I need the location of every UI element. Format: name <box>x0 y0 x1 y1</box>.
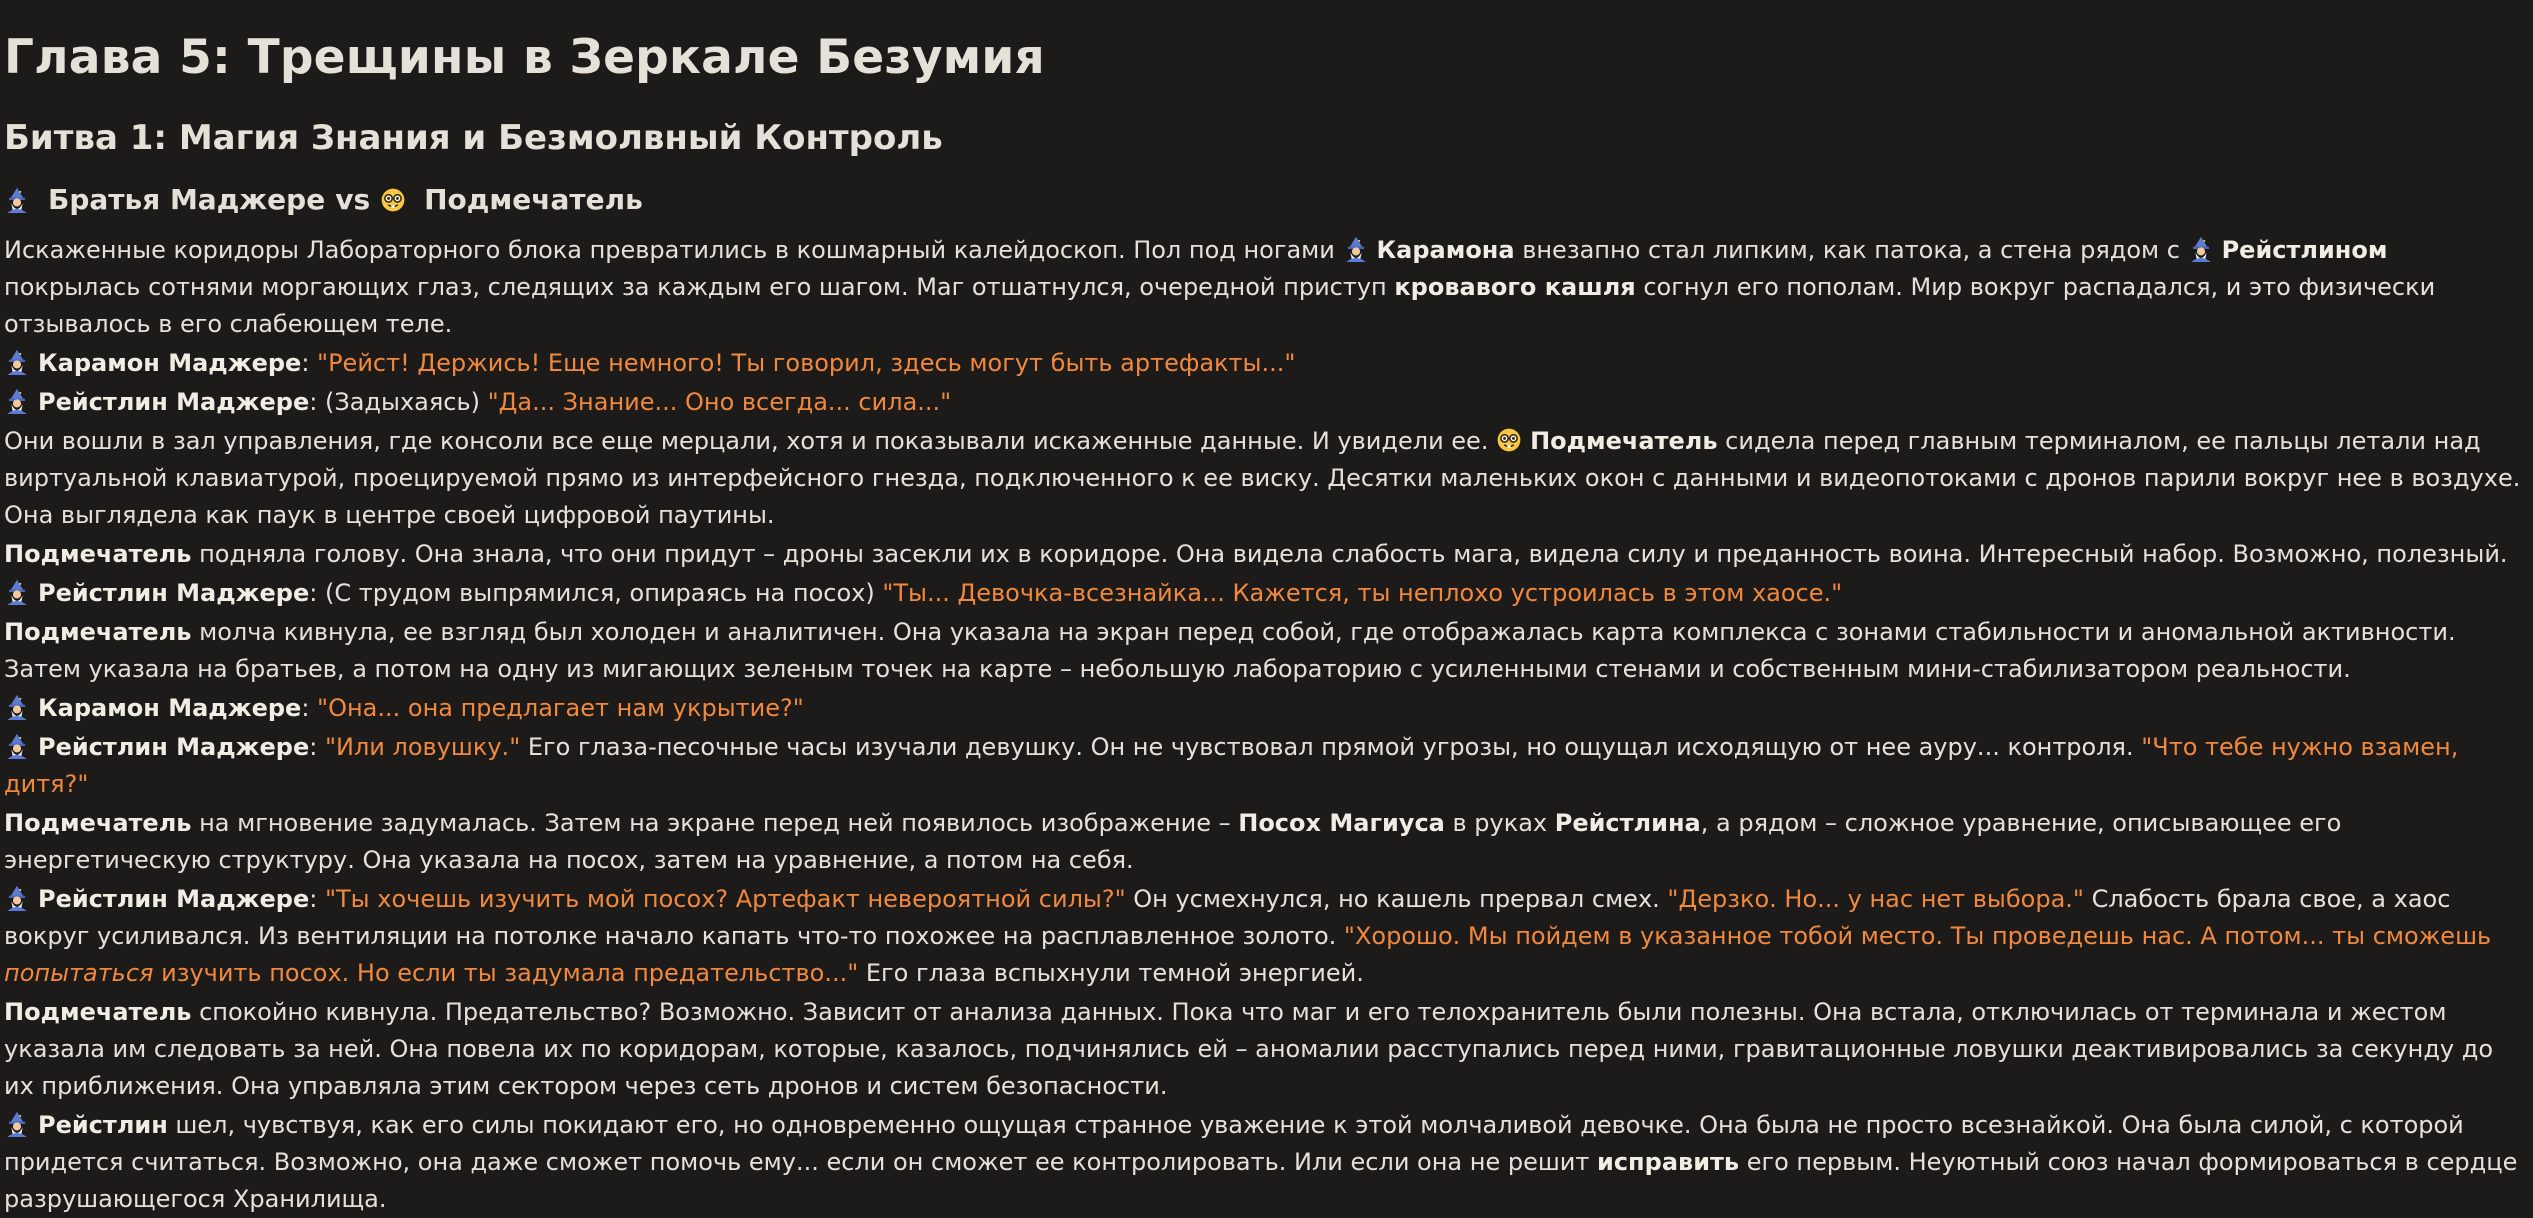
text: согнул его пополам. Мир вокруг распадался, и это физически отзывалось в его слабеющем теле. <box>4 273 2436 338</box>
text: Они вошли в зал управления, где консоли все еще мерцали, хотя и показывали искаженные данные. И увидели ее. <box>4 427 1497 455</box>
name-raistlin: Рейстлин <box>38 1111 168 1139</box>
stage-note: (С трудом выпрямился, опираясь на посох) <box>317 579 883 607</box>
paragraph-5 <box>4 536 2523 573</box>
nerd-face-icon <box>1496 427 1522 453</box>
chapter-title: Глава 5: Трещины в Зеркале Безумия <box>4 30 1045 85</box>
name-raistlin: Рейстлина <box>1554 809 1701 837</box>
text: сидела перед главным терминалом, ее пальцы летали над виртуальной клавиатурой, проецируемой прямо из интерфейсного гнезда, подключенного к ее виску. Десятки маленьких окон с данными и видеопотоками с дронов парили вокруг нее в воздухе. Она выглядела как паук в центре своей цифровой паутины. <box>4 427 2521 529</box>
mage-icon <box>1343 236 1369 262</box>
matchup-right: Подмечатель <box>424 183 643 216</box>
dialogue-line-2 <box>4 345 2523 382</box>
quote: изучить посох. Но если ты задумала предательство..." <box>153 959 859 987</box>
stage-note: (Задыхаясь) <box>317 388 488 416</box>
text: его первым. Неуютный союз начал формироваться в сердце разрушающегося Хранилища. <box>4 1148 2518 1213</box>
text: подняла голову. Она знала, что они придут – дроны засекли их в коридоре. Она видела слабость мага, видела силу и преданность воина. Интересный набор. Возможно, полезный. <box>191 540 2508 568</box>
text: Его глаза-песочные часы изучали девушку. Он не чувствовал прямой угрозы, но ощущал исходящую от нее ауру... контроля. <box>520 733 2142 761</box>
text: шел, чувствуя, как его силы покидают его, но одновременно ощущая странное уважение к этой молчаливой девочке. Она была не просто всезнайкой. Она была силой, с которой придется считаться. Возможно, она даже сможет помочь ему... если он сможет ее контролировать. Или если она не решит <box>4 1111 2464 1176</box>
paragraph-1 <box>4 232 2523 343</box>
mage-icon <box>4 733 30 759</box>
text: , а рядом – сложное уравнение, описывающее его энергетическую структуру. Она указала на посох, затем на уравнение, а потом на себя. <box>4 809 2342 874</box>
mage-icon <box>4 388 30 414</box>
dialogue-line-11 <box>4 881 2523 992</box>
name-podmechatel: Подмечатель <box>4 618 192 646</box>
name-podmechatel: Подмечатель <box>4 809 192 837</box>
colon: : <box>309 733 318 761</box>
quote: "Хорошо. Мы пойдем в указанное тобой место. Ты проведешь нас. А потом... ты сможешь <box>1343 922 2492 950</box>
paragraph-7 <box>4 614 2523 688</box>
text: Слабость брала свое, а хаос вокруг усиливался. Из вентиляции на потолке начало капать что-то похожее на расплавленное золото. <box>4 885 2451 950</box>
matchup-heading <box>4 180 2523 220</box>
paragraph-10 <box>4 805 2523 879</box>
matchup-left: Братья Маджере <box>48 183 326 216</box>
colon: : <box>301 349 310 377</box>
mage-icon <box>4 694 30 720</box>
speaker-name: Карамон Маджере <box>38 349 302 377</box>
text: в руках <box>1444 809 1555 837</box>
quote: "Да... Знание... Оно всегда... сила..." <box>487 388 952 416</box>
speaker-name: Рейстлин Маджере <box>38 885 310 913</box>
text: покрылась сотнями моргающих глаз, следящих за каждым его шагом. Маг отшатнулся, очередной приступ <box>4 273 1395 301</box>
name-podmechatel: Подмечатель <box>1530 427 1718 455</box>
quote-emphasis: попытаться <box>4 959 154 987</box>
name-podmechatel: Подмечатель <box>4 998 192 1026</box>
nerd-face-icon <box>380 187 406 213</box>
quote: "Рейст! Держись! Еще немного! Ты говорил, здесь могут быть артефакты..." <box>317 349 1296 377</box>
dialogue-line-9 <box>4 729 2523 803</box>
quote: "Или ловушку." <box>324 733 521 761</box>
bold-phrase: Посох Магиуса <box>1238 809 1445 837</box>
text: спокойно кивнула. Предательство? Возможно. Зависит от анализа данных. Пока что маг и его телохранитель были полезны. Она встала, отключилась от терминала и жестом указала им следовать за ней. Она повела их по коридорам, которые, казалось, подчинялись ей – аномалии расступались перед ними, гравитационные ловушки деактивировались за секунду до их приближения. Она управляла этим сектором через сеть дронов и систем безопасности. <box>4 998 2494 1100</box>
speaker-name: Рейстлин Маджере <box>38 388 310 416</box>
colon: : <box>309 885 318 913</box>
quote: "Дерзко. Но... у нас нет выбора." <box>1667 885 2084 913</box>
bold-phrase: кровавого кашля <box>1394 273 1636 301</box>
mage-icon <box>2188 236 2214 262</box>
colon: : <box>301 694 310 722</box>
quote: "Что тебе нужно взамен, дитя?" <box>4 733 2459 798</box>
name-podmechatel: Подмечатель <box>4 540 192 568</box>
name-raistlin: Рейстлином <box>2221 236 2388 264</box>
matchup-vs: vs <box>335 183 371 216</box>
paragraph-12 <box>4 994 2523 1105</box>
battle-title: Битва 1: Магия Знания и Безмолвный Контроль <box>4 118 943 158</box>
mage-icon <box>4 579 30 605</box>
speaker-name: Рейстлин Маджере <box>38 733 310 761</box>
mage-icon <box>4 1111 30 1137</box>
mage-icon <box>4 349 30 375</box>
mage-icon <box>4 885 30 911</box>
text: Его глаза вспыхнули темной энергией. <box>858 959 1364 987</box>
bold-phrase: исправить <box>1597 1148 1740 1176</box>
quote: "Она... она предлагает нам укрытие?" <box>317 694 804 722</box>
text: на мгновение задумалась. Затем на экране перед ней появилось изображение – <box>191 809 1239 837</box>
colon: : <box>309 388 318 416</box>
text: внезапно стал липким, как патока, а стена рядом с <box>1514 236 2188 264</box>
colon: : <box>309 579 318 607</box>
quote: "Ты... Девочка-всезнайка... Кажется, ты неплохо устроилась в этом хаосе." <box>882 579 1843 607</box>
paragraph-4 <box>4 423 2523 534</box>
name-karamon: Карамона <box>1376 236 1515 264</box>
quote: "Ты хочешь изучить мой посох? Артефакт невероятной силы?" <box>324 885 1126 913</box>
text: молча кивнула, ее взгляд был холоден и аналитичен. Она указала на экран перед собой, где отображалась карта комплекса с зонами стабильности и аномальной активности. Затем указала на братьев, а потом на одну из мигающих зеленым точек на карте – небольшую лабораторию с усиленными стенами и собственным мини-стабилизатором реальности. <box>4 618 2456 683</box>
text: Он усмехнулся, но кашель прервал смех. <box>1125 885 1668 913</box>
speaker-name: Рейстлин Маджере <box>38 579 310 607</box>
dialogue-line-6 <box>4 575 2523 612</box>
dialogue-line-8 <box>4 690 2523 727</box>
mage-icon <box>4 187 30 213</box>
paragraph-13 <box>4 1107 2523 1218</box>
dialogue-line-3 <box>4 384 2523 421</box>
text: Искаженные коридоры Лабораторного блока превратились в кошмарный калейдоскоп. Пол под ногами <box>4 236 1343 264</box>
speaker-name: Карамон Маджере <box>38 694 302 722</box>
